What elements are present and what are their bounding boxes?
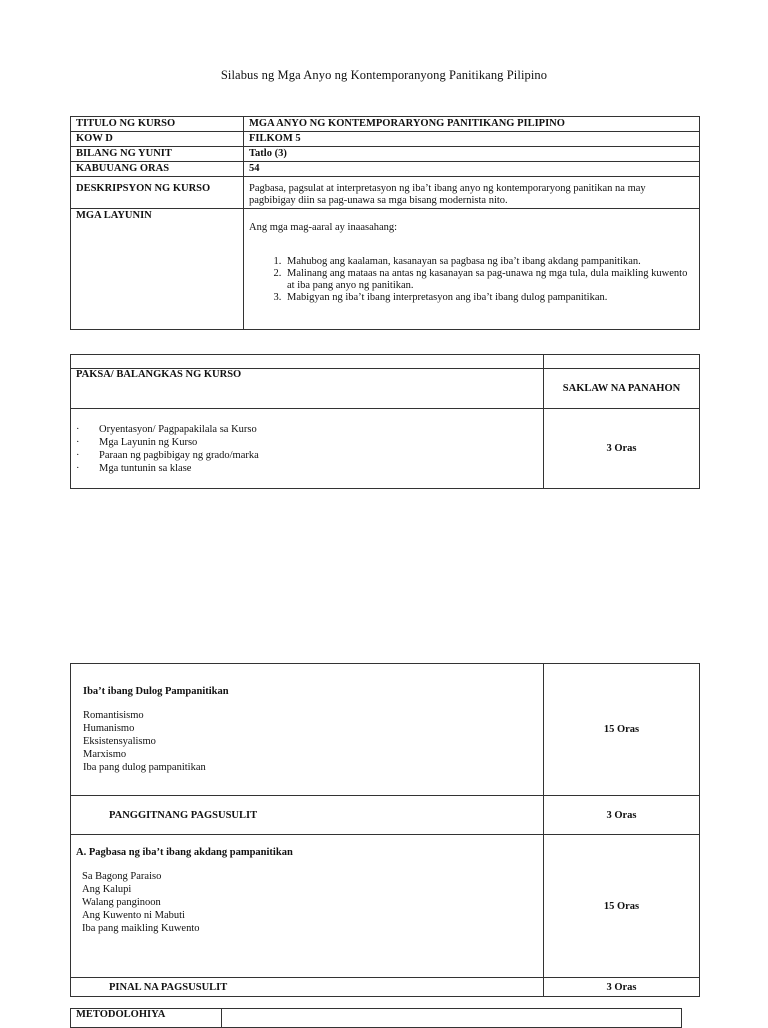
dulog-heading: Iba’t ibang Dulog Pampanitikan (83, 685, 229, 697)
time-value: 3 Oras (544, 409, 700, 489)
course-info-table (70, 116, 700, 330)
list-item: Marxismo (83, 748, 127, 760)
course-title-label: TITULO NG KURSO (71, 117, 244, 132)
course-units-value: Tatlo (3) (244, 147, 700, 162)
list-item: Humanismo (83, 722, 135, 734)
list-item: Eksistensyalismo (83, 735, 156, 747)
topic-cell (71, 409, 544, 489)
list-item: Ang Kuwento ni Mabuti (82, 910, 185, 921)
time-value: 15 Oras (544, 664, 700, 796)
objectives-list (249, 256, 694, 304)
schedule-table (70, 663, 700, 997)
course-code-label: KOW D (71, 132, 244, 147)
methodology-table (70, 1008, 682, 1028)
list-item: · Mga Layunin ng Kurso (76, 436, 538, 449)
list-item: Iba pang maikling Kuwento (82, 923, 200, 934)
table-row (71, 209, 700, 330)
course-description-label: DESKRIPSYON NG KURSO (71, 177, 244, 209)
list-item: Iba pang dulog pampanitikan (83, 761, 206, 773)
midterm-label: PANGGITNANG PAGSUSULIT (71, 796, 544, 835)
table-row (71, 796, 700, 835)
table-row (71, 117, 700, 132)
empty-cell (544, 355, 700, 369)
list-item: Romantisismo (83, 709, 144, 721)
list-item: Ang Kalupi (82, 884, 132, 895)
list-item: 2. Malinang ang mataas na antas ng kasanayan sa pag-unawa ng mga tula, dula maikling kuwento at iba pang anyo ng panitikan. (284, 268, 694, 292)
list-item: Walang panginoon (82, 897, 161, 908)
list-item: · Oryentasyon/ Pagpapakilala sa Kurso (76, 423, 538, 436)
list-item: · Mga tuntunin sa klase (76, 462, 538, 475)
document-title: Silabus ng Mga Anyo ng Kontemporanyong Panitikang Pilipino (220, 68, 548, 82)
time-value: 15 Oras (544, 835, 700, 978)
table-row (71, 664, 700, 796)
course-description-value: Pagbasa, pagsulat at interpretasyon ng iba’t ibang anyo ng kontemporaryong panitikan na may pagbibigay diin sa pag-unawa sa mga bisang modernista nito. (244, 177, 700, 209)
objectives-intro: Ang mga mag-aaral ay inaasahang: (249, 222, 398, 233)
objectives-label: MGA LAYUNIN (71, 209, 244, 330)
course-code-value: FILKOM 5 (244, 132, 700, 147)
time-value: 3 Oras (544, 796, 700, 835)
table-row (71, 835, 700, 978)
list-item: Sa Bagong Paraiso (82, 871, 162, 882)
table-row (71, 369, 700, 409)
table-row (71, 355, 700, 369)
reading-heading: A. Pagbasa ng iba’t ibang akdang pampanitikan (76, 847, 293, 858)
table-row (71, 409, 700, 489)
table-row (71, 978, 700, 997)
methodology-label: METODOLOHIYA (71, 1009, 222, 1028)
table-row (71, 1009, 682, 1028)
table-row (71, 162, 700, 177)
topic-header: PAKSA/ BALANGKAS NG KURSO (71, 369, 544, 409)
list-item: 1. Mahubog ang kaalaman, kasanayan sa pagbasa ng iba’t ibang akdang pampanitikan. (284, 256, 694, 268)
course-title-value: MGA ANYO NG KONTEMPORARYONG PANITIKANG PILIPINO (244, 117, 700, 132)
topics-table (70, 354, 700, 489)
topic-list (76, 423, 538, 475)
reading-list (76, 870, 538, 935)
reading-cell (71, 835, 544, 978)
objectives-cell (244, 209, 700, 330)
dulog-cell (71, 664, 544, 796)
dulog-list (83, 709, 538, 774)
list-item: 3. Mabigyan ng iba’t ibang interpretasyon ang iba’t ibang dulog pampanitikan. (284, 292, 694, 304)
table-row (71, 147, 700, 162)
empty-cell (71, 355, 544, 369)
course-hours-value: 54 (244, 162, 700, 177)
time-value: 3 Oras (544, 978, 700, 997)
course-units-label: BILANG NG YUNIT (71, 147, 244, 162)
methodology-value (222, 1009, 682, 1028)
table-row (71, 132, 700, 147)
time-header: SAKLAW NA PANAHON (544, 369, 700, 409)
course-hours-label: KABUUANG ORAS (71, 162, 244, 177)
table-row (71, 177, 700, 209)
final-label: PINAL NA PAGSUSULIT (71, 978, 544, 997)
list-item: · Paraan ng pagbibigay ng grado/marka (76, 449, 538, 462)
